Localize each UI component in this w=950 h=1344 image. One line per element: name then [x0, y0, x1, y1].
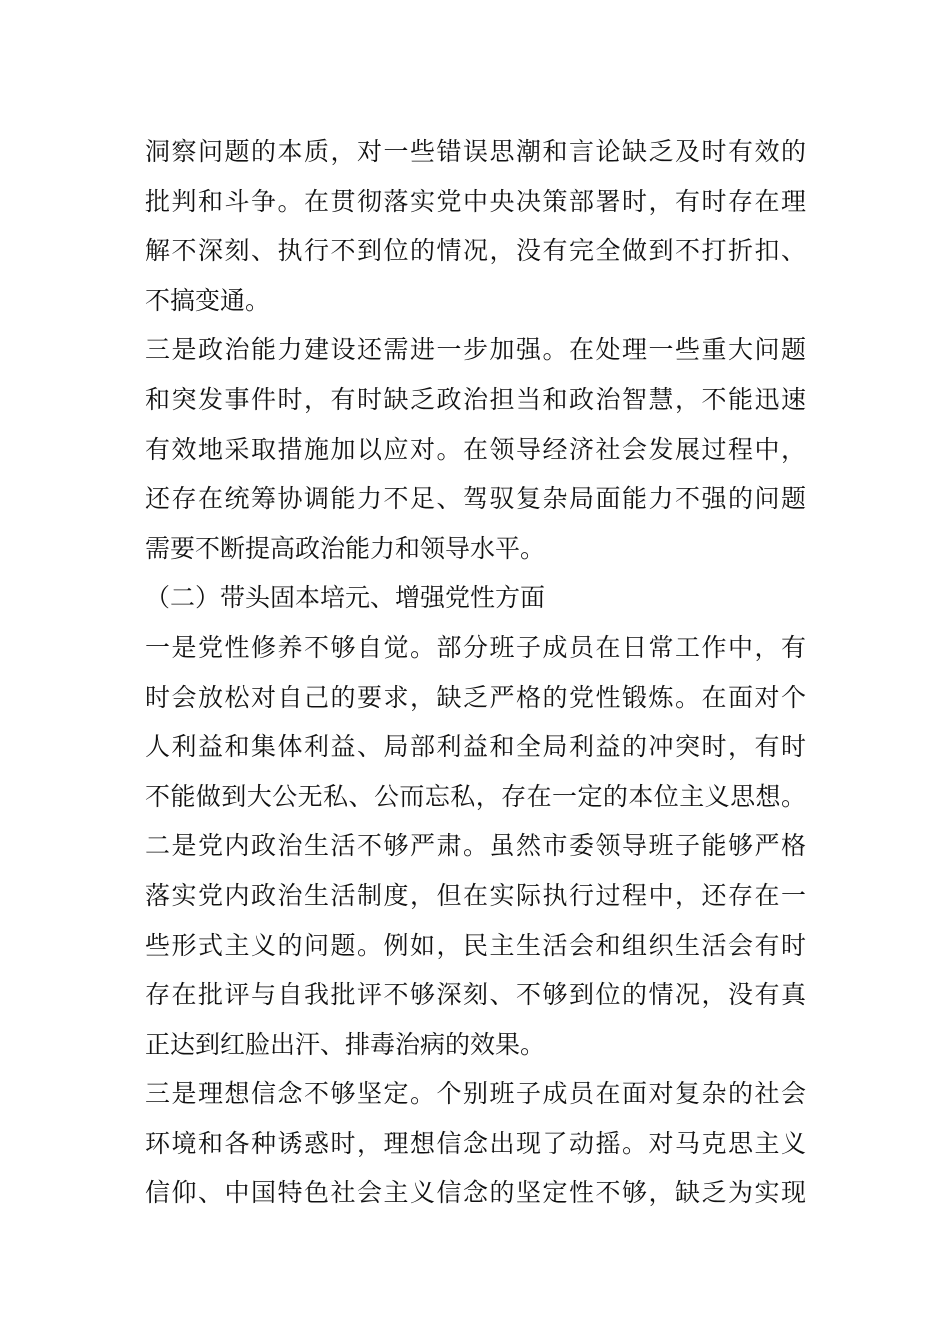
text-line: 人利益和集体利益、局部利益和全局利益的冲突时，有时	[145, 732, 806, 762]
text-line: 落实党内政治生活制度，但在实际执行过程中，还存在一	[145, 880, 806, 910]
text-line: 不能做到大公无私、公而忘私，存在一定的本位主义思想。	[145, 781, 806, 811]
text-line: 批判和斗争。在贯彻落实党中央决策部署时，有时存在理	[145, 186, 806, 216]
text-line: 二是党内政治生活不够严肃。虽然市委领导班子能够严格	[145, 831, 806, 861]
text-line: 和突发事件时，有时缺乏政治担当和政治智慧，不能迅速	[145, 384, 806, 414]
text-line: 不搞变通。	[145, 285, 271, 315]
text-line: 解不深刻、执行不到位的情况，没有完全做到不打折扣、	[145, 236, 806, 266]
text-line: 一是党性修养不够自觉。部分班子成员在日常工作中，有	[145, 632, 806, 662]
text-line: 三是理想信念不够坚定。个别班子成员在面对复杂的社会	[145, 1079, 806, 1109]
text-line: 些形式主义的问题。例如，民主生活会和组织生活会有时	[145, 930, 806, 960]
text-line: 环境和各种诱惑时，理想信念出现了动摇。对马克思主义	[145, 1128, 806, 1158]
text-line: 正达到红脸出汗、排毒治病的效果。	[145, 1029, 546, 1059]
text-line: 时会放松对自己的要求，缺乏严格的党性锻炼。在面对个	[145, 682, 806, 712]
document-page	[145, 127, 806, 1218]
text-line: 还存在统筹协调能力不足、驾驭复杂局面能力不强的问题	[145, 484, 806, 514]
text-line: 洞察问题的本质，对一些错误思潮和言论缺乏及时有效的	[145, 137, 806, 166]
text-line: 信仰、中国特色社会主义信念的坚定性不够，缺乏为实现	[145, 1178, 806, 1208]
text-line: 存在批评与自我批评不够深刻、不够到位的情况，没有真	[145, 980, 806, 1010]
text-line: 需要不断提高政治能力和领导水平。	[145, 533, 546, 563]
text-line: 有效地采取措施加以应对。在领导经济社会发展过程中，	[145, 434, 806, 464]
text-line: 三是政治能力建设还需进一步加强。在处理一些重大问题	[145, 335, 806, 365]
section-heading: （二）带头固本培元、增强党性方面	[145, 583, 546, 613]
